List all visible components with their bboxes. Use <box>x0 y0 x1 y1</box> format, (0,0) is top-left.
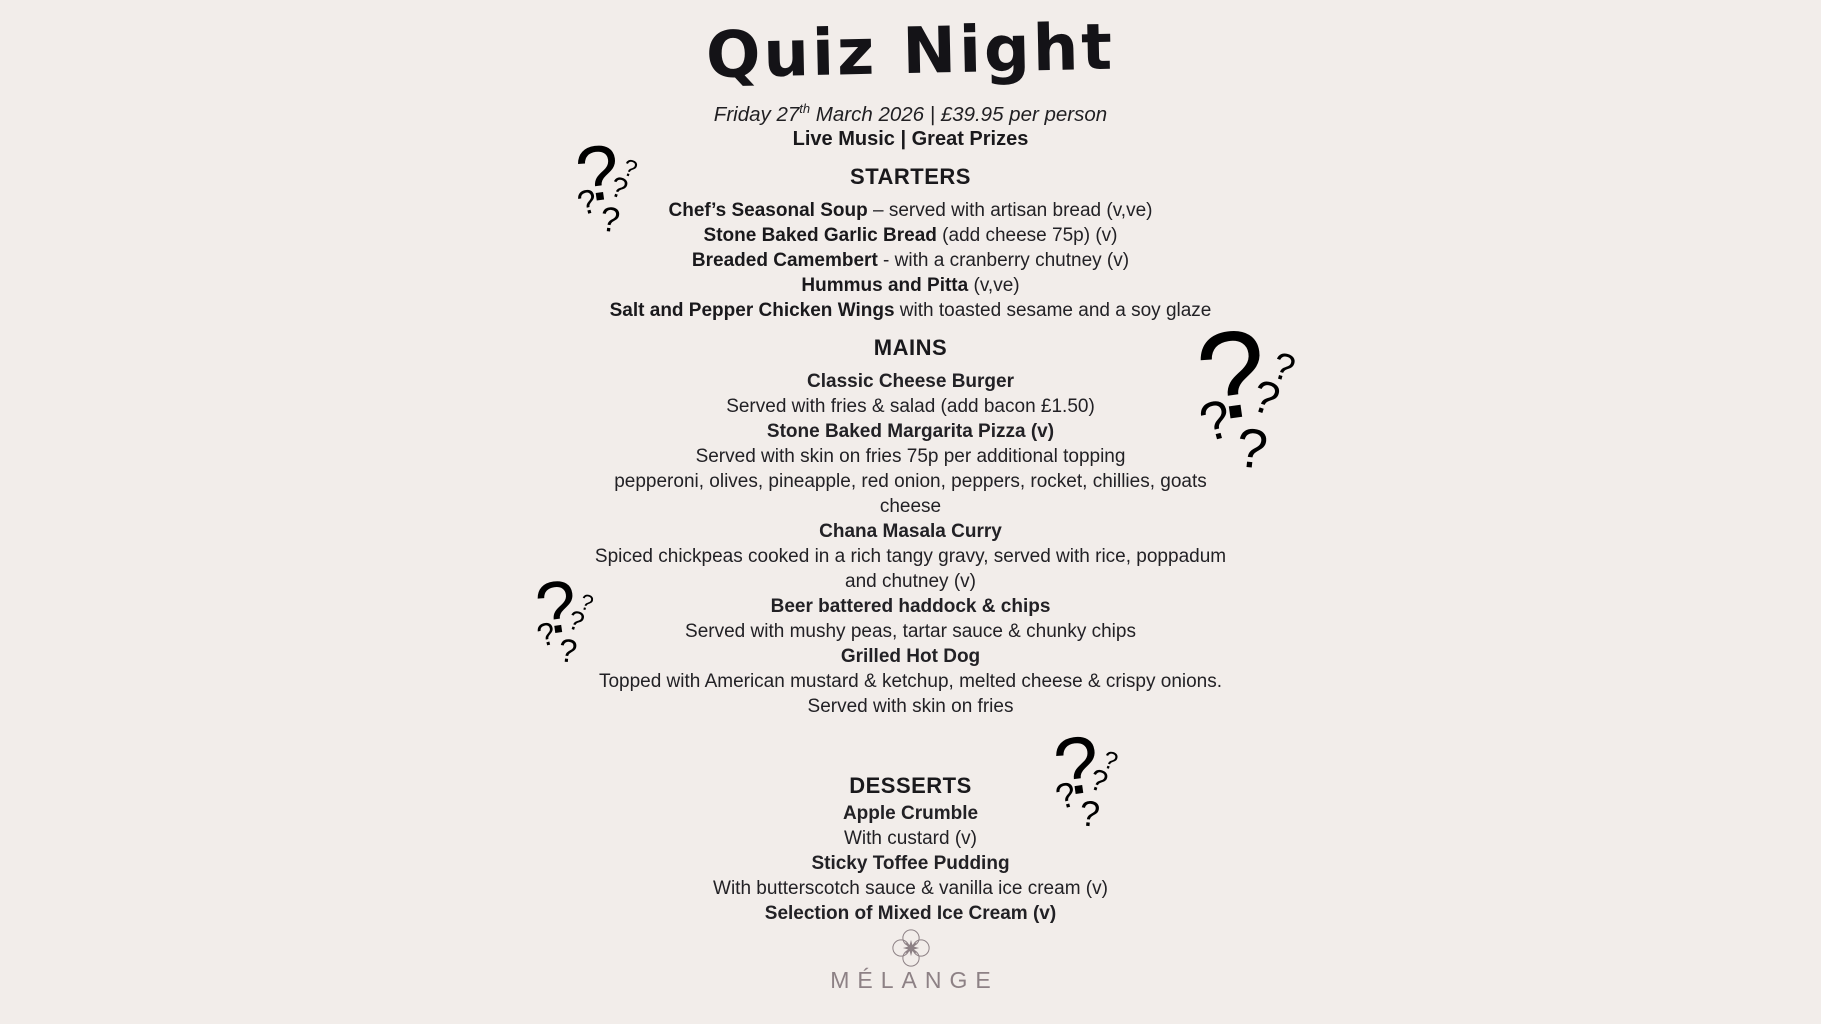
menu-item <box>0 298 1821 323</box>
menu-item-desc-line: Served with mushy peas, tartar sauce & chunky chips <box>685 621 1136 642</box>
menu-item <box>0 248 1821 273</box>
menu-item-desc-line: Served with skin on fries 75p per additional topping <box>695 446 1126 467</box>
menu-section <box>0 771 1821 926</box>
menu-section <box>0 162 1821 323</box>
menu-item-name: Selection of Mixed Ice Cream (v) <box>764 903 1057 924</box>
date-text: Friday 27 <box>713 103 800 126</box>
menu-item <box>0 223 1821 248</box>
quatrefoil-star-icon <box>889 928 933 968</box>
menu-item <box>0 273 1821 298</box>
menu-section <box>0 333 1821 719</box>
menu-item-name: Sticky Toffee Pudding <box>811 853 1010 874</box>
menu-item-desc: (add cheese 75p) (v) <box>936 225 1118 246</box>
menu-item-desc-line: pepperoni, olives, pineapple, red onion, peppers, rocket, chillies, goats <box>614 471 1207 492</box>
menu-item-name: Breaded Camembert <box>691 250 878 271</box>
menu-item-desc-line: Served with skin on fries <box>807 696 1014 717</box>
menu-item-desc-line: cheese <box>879 496 942 517</box>
menu-sections <box>0 162 1821 926</box>
menu-item-desc-line: Served with fries & salad (add bacon £1.50) <box>726 396 1095 417</box>
date-ordinal: th <box>799 101 811 117</box>
menu-item-name: Chef’s Seasonal Soup <box>668 200 868 221</box>
menu-item <box>0 198 1821 223</box>
date-price-text: March 2026 | £39.95 per person <box>810 103 1108 126</box>
menu-item-name: Salt and Pepper Chicken Wings <box>609 300 895 321</box>
section-heading: MAINS <box>873 335 948 360</box>
footer <box>0 928 1821 992</box>
menu-item-desc-line: Spiced chickpeas cooked in a rich tangy gravy, served with rice, poppadum <box>594 546 1227 567</box>
section-heading: STARTERS <box>850 164 971 189</box>
menu-item-desc-line: With butterscotch sauce & vanilla ice cream (v) <box>713 878 1108 899</box>
menu-item-name: Classic Cheese Burger <box>807 371 1014 392</box>
brand-wordmark: MÉLANGE <box>830 967 999 993</box>
menu-item-desc-line: Topped with American mustard & ketchup, melted cheese & crispy onions. <box>598 671 1223 692</box>
menu-item-name: Hummus and Pitta <box>801 275 969 296</box>
menu-item-name: Beer battered haddock & chips <box>770 596 1051 617</box>
menu-item-desc-line: With custard (v) <box>843 828 978 849</box>
menu-item-name: Chana Masala Curry <box>819 521 1002 542</box>
tagline: Live Music | Great Prizes <box>792 128 1029 150</box>
menu-item-desc: with toasted sesame and a soy glaze <box>894 300 1212 321</box>
menu-item-desc: - with a cranberry chutney (v) <box>877 250 1130 271</box>
menu-item-name: Grilled Hot Dog <box>840 646 981 667</box>
menu-item-desc-line: and chutney (v) <box>845 571 976 592</box>
event-date-price <box>0 102 1821 127</box>
menu-item-name: Stone Baked Garlic Bread <box>703 225 937 246</box>
menu-item-name: Stone Baked Margarita Pizza (v) <box>766 421 1055 442</box>
page-title: Quiz Night <box>705 10 1116 94</box>
section-heading: DESSERTS <box>849 773 972 798</box>
menu-item-desc: (v,ve) <box>968 275 1020 296</box>
menu-item-name: Apple Crumble <box>842 803 979 824</box>
menu-item-desc: – served with artisan bread (v,ve) <box>867 200 1153 221</box>
